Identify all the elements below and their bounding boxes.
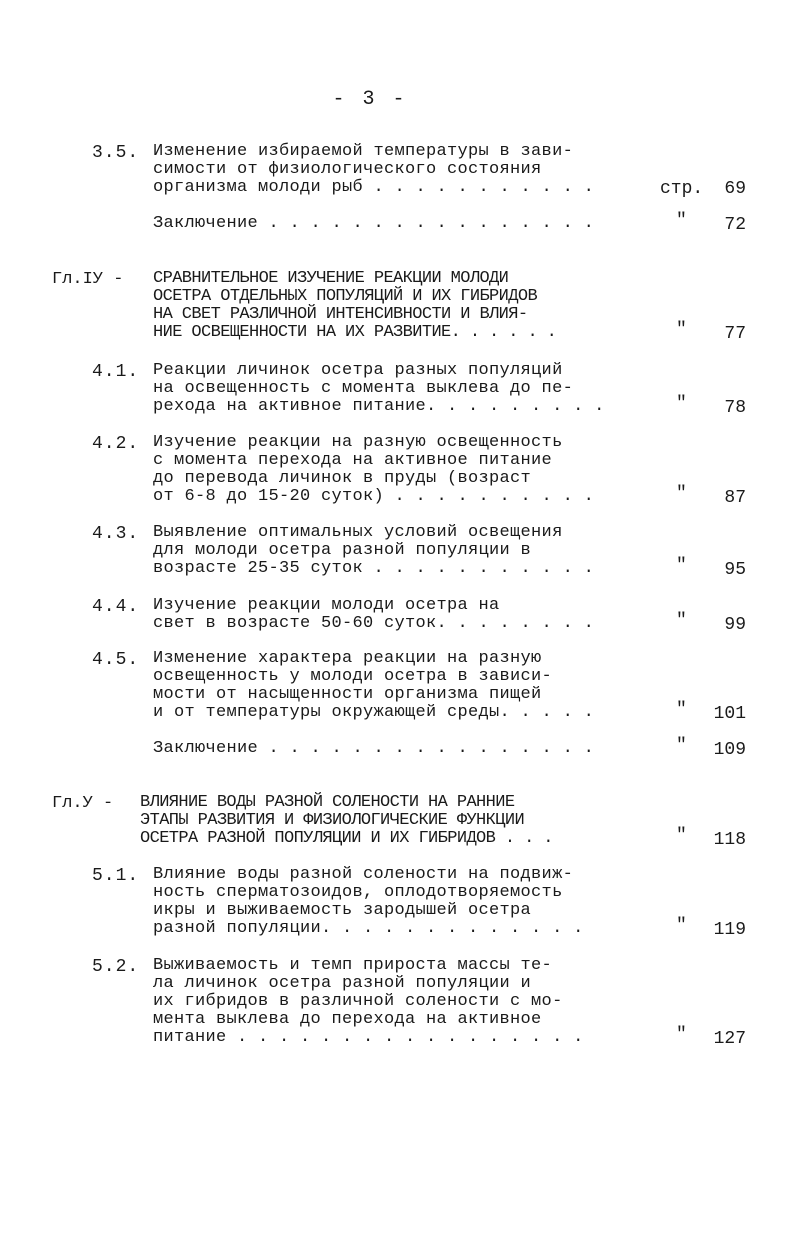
page-ref: 109 (713, 740, 746, 760)
entry-line: ОСЕТРА РАЗНОЙ ПОПУЛЯЦИИ И ИХ ГИБРИДОВ . . . (140, 829, 553, 848)
ditto-mark: " (676, 211, 687, 231)
entry-text (153, 143, 653, 197)
entry-text (153, 597, 653, 633)
entry-line: ОСЕТРА ОТДЕЛЬНЫХ ПОПУЛЯЦИЙ И ИХ ГИБРИДОВ (153, 287, 538, 306)
entry-line: от 6-8 до 15-20 суток) . . . . . . . . . . (153, 487, 595, 506)
ditto-mark: " (676, 556, 687, 576)
entry-text (153, 434, 653, 506)
entry-line: Выявление оптимальных условий освещения (153, 523, 563, 542)
entry-line: Заключение . . . . . . . . . . . . . . . . (153, 214, 595, 233)
ditto-mark: " (676, 484, 687, 504)
entry-text (153, 215, 653, 233)
entry-text (153, 362, 653, 416)
ditto-mark: " (676, 611, 687, 631)
entry-line: с момента перехода на активное питание (153, 451, 553, 470)
page-ref: 118 (713, 830, 746, 850)
entry-line: и от температуры окружающей среды. . . . . (153, 703, 595, 722)
entry-text (153, 524, 653, 578)
page-ref: 77 (724, 324, 746, 344)
ditto-mark: " (676, 700, 687, 720)
section-number: 4.3. (92, 524, 140, 544)
chapter-number: Гл.IУ - (52, 270, 124, 289)
entry-line: организма молоди рыб . . . . . . . . . . . (153, 178, 595, 197)
page-ref: 101 (713, 704, 746, 724)
entry-line: Влияние воды разной солености на подвиж- (153, 865, 574, 884)
ditto-mark: " (676, 826, 687, 846)
section-number: 5.1. (92, 866, 140, 886)
page-ref: 119 (713, 920, 746, 940)
entry-line: до перевода личинок в пруды (возраст (153, 469, 532, 488)
entry-line: освещенность у молоди осетра в зависи- (153, 667, 553, 686)
page-prefix: стр. (660, 179, 704, 199)
page-ref: 69 (724, 179, 746, 199)
entry-text (153, 270, 653, 342)
ditto-mark: " (676, 1025, 687, 1045)
page-number: - 3 - (332, 88, 408, 111)
entry-line: НИЕ ОСВЕЩЕННОСТИ НА ИХ РАЗВИТИЕ. . . . . . (153, 323, 557, 342)
page-ref: 99 (724, 615, 746, 635)
entry-text (153, 740, 653, 758)
entry-line: рехода на активное питание. . . . . . . . . (153, 397, 605, 416)
entry-line: разной популяции. . . . . . . . . . . . . (153, 919, 584, 938)
section-number: 4.5. (92, 650, 140, 670)
page-ref: 72 (724, 215, 746, 235)
entry-line: для молоди осетра разной популяции в (153, 541, 532, 560)
entry-line: их гибридов в различной солености с мо- (153, 992, 563, 1011)
entry-line: питание . . . . . . . . . . . . . . . . . (153, 1028, 584, 1047)
entry-line: Изменение избираемой температуры в зави- (153, 142, 574, 161)
entry-line: возрасте 25-35 суток . . . . . . . . . . . (153, 559, 595, 578)
entry-line: ЭТАПЫ РАЗВИТИЯ И ФИЗИОЛОГИЧЕСКИЕ ФУНКЦИИ (140, 811, 525, 830)
entry-text (153, 957, 653, 1047)
entry-line: икры и выживаемость зародышей осетра (153, 901, 532, 920)
chapter-number: Гл.У - (52, 794, 114, 813)
section-number: 4.4. (92, 597, 140, 617)
entry-line: СРАВНИТЕЛЬНОЕ ИЗУЧЕНИЕ РЕАКЦИИ МОЛОДИ (153, 269, 509, 288)
section-number: 3.5. (92, 143, 140, 163)
entry-line: Реакции личинок осетра разных популяций (153, 361, 563, 380)
entry-line: мости от насыщенности организма пищей (153, 685, 542, 704)
page-ref: 78 (724, 398, 746, 418)
page-ref: 87 (724, 488, 746, 508)
entry-line: Изучение реакции на разную освещенность (153, 433, 563, 452)
entry-line: НА СВЕТ РАЗЛИЧНОЙ ИНТЕНСИВНОСТИ И ВЛИЯ- (153, 305, 528, 324)
page-ref: 95 (724, 560, 746, 580)
ditto-mark: " (676, 736, 687, 756)
entry-line: мента выклева до перехода на активное (153, 1010, 542, 1029)
entry-line: свет в возрасте 50-60 суток. . . . . . . . (153, 614, 595, 633)
entry-text (153, 650, 653, 722)
section-number: 4.2. (92, 434, 140, 454)
entry-line: ВЛИЯНИЕ ВОДЫ РАЗНОЙ СОЛЕНОСТИ НА РАННИЕ (140, 793, 515, 812)
ditto-mark: " (676, 394, 687, 414)
entry-line: Заключение . . . . . . . . . . . . . . . . (153, 739, 595, 758)
section-number: 4.1. (92, 362, 140, 382)
entry-line: ла личинок осетра разной популяции и (153, 974, 532, 993)
ditto-mark: " (676, 916, 687, 936)
ditto-mark: " (676, 320, 687, 340)
entry-text (140, 794, 640, 848)
entry-line: Изучение реакции молоди осетра на (153, 596, 500, 615)
page-ref: 127 (713, 1029, 746, 1049)
entry-line: симости от физиологического состояния (153, 160, 542, 179)
entry-line: Выживаемость и темп прироста массы те- (153, 956, 553, 975)
entry-line: на освещенность с момента выклева до пе- (153, 379, 574, 398)
entry-line: ность сперматозоидов, оплодотворяемость (153, 883, 563, 902)
entry-line: Изменение характера реакции на разную (153, 649, 542, 668)
entry-text (153, 866, 653, 938)
section-number: 5.2. (92, 957, 140, 977)
